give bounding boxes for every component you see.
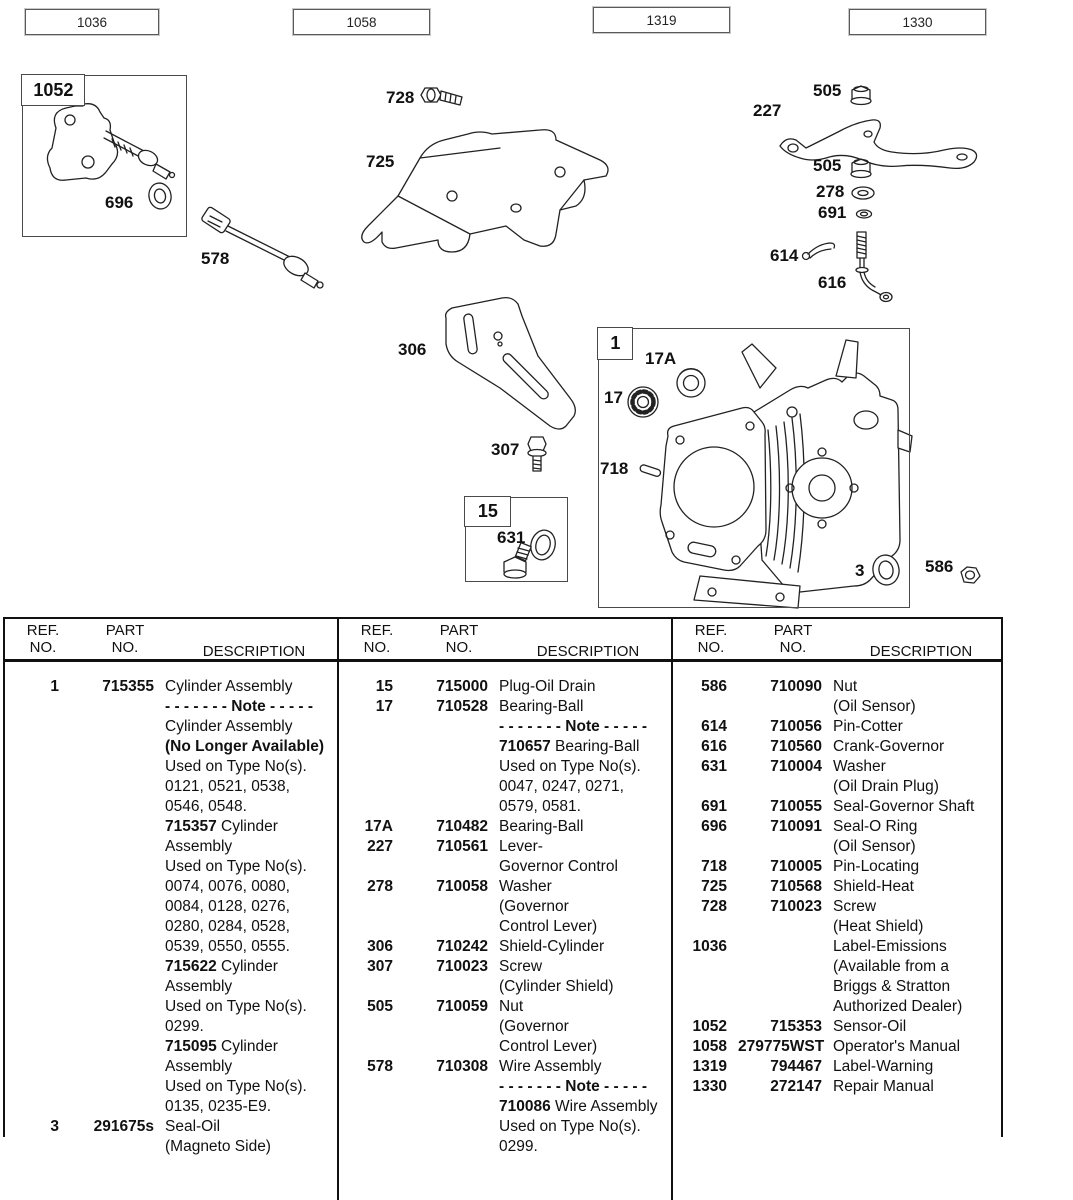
description-cell bbox=[833, 717, 997, 737]
description-line: Governor Control bbox=[499, 858, 618, 875]
description-line: Nut bbox=[833, 678, 858, 695]
ref-no-header: REF. NO. bbox=[694, 622, 728, 656]
description-line: Used on Type No(s). bbox=[165, 858, 307, 875]
ref-no-cell: 306 bbox=[367, 938, 393, 955]
description-cell bbox=[833, 1077, 997, 1097]
ref-no-cell: 631 bbox=[701, 758, 727, 775]
callout-691: 691 bbox=[818, 203, 847, 222]
ref-no-cell: 17A bbox=[364, 818, 393, 835]
table-column-separator-2 bbox=[671, 617, 673, 1200]
callout-631: 631 bbox=[497, 528, 526, 547]
ref-no-header: REF. NO. bbox=[360, 622, 394, 656]
part-no-cell: 710482 bbox=[436, 818, 488, 835]
part-no-cell: 710023 bbox=[770, 898, 822, 915]
part-no-cell: 710023 bbox=[436, 958, 488, 975]
ref-no-cell: 616 bbox=[701, 738, 727, 755]
ref-box-1330: 1330 bbox=[849, 9, 986, 35]
parts-column-1 bbox=[13, 622, 331, 1157]
part-no-cell: 710058 bbox=[436, 878, 488, 895]
description-line: (Oil Sensor) bbox=[833, 838, 916, 855]
cylinder-shield-306-art bbox=[446, 298, 576, 429]
description-line: Authorized Dealer) bbox=[833, 998, 963, 1015]
description-line: Crank-Governor bbox=[833, 738, 945, 755]
description-line: Pin-Cotter bbox=[833, 718, 903, 735]
description-line: 715095 Cylinder bbox=[165, 1038, 278, 1055]
screw-307-art bbox=[528, 437, 546, 471]
group-box-label: 1 bbox=[597, 327, 633, 360]
description-line: (Oil Sensor) bbox=[833, 698, 916, 715]
description-line: Bearing-Ball bbox=[499, 818, 584, 835]
description-line: Nut bbox=[499, 998, 524, 1015]
cotter-pin-614-art bbox=[803, 243, 835, 260]
ref-no-cell: 1319 bbox=[692, 1058, 727, 1075]
callout-306: 306 bbox=[398, 340, 427, 359]
column-header bbox=[13, 622, 331, 662]
description-cell bbox=[499, 817, 665, 837]
seal-691-art bbox=[857, 210, 872, 218]
ref-no-cell: 718 bbox=[701, 858, 727, 875]
callout-728: 728 bbox=[386, 88, 415, 107]
description-line: 0135, 0235-E9. bbox=[165, 1098, 272, 1115]
description-line: Shield-Heat bbox=[833, 878, 914, 895]
crank-governor-616-art bbox=[856, 232, 892, 302]
part-no-cell: 715355 bbox=[102, 678, 154, 695]
description-line: 0047, 0247, 0271, bbox=[499, 778, 624, 795]
ref-no-cell: 578 bbox=[367, 1058, 393, 1075]
ref-box-1058: 1058 bbox=[293, 9, 430, 35]
ref-no-cell: 696 bbox=[701, 818, 727, 835]
washer-278-art bbox=[852, 187, 874, 199]
description-cell bbox=[499, 697, 665, 817]
part-no-cell: 715000 bbox=[436, 678, 488, 695]
description-line: Bearing-Ball bbox=[499, 698, 584, 715]
description-line: Control Lever) bbox=[499, 918, 598, 935]
column-rows bbox=[347, 662, 665, 1157]
description-line: Used on Type No(s). bbox=[499, 1118, 641, 1135]
callout-3: 3 bbox=[855, 561, 865, 580]
callout-616: 616 bbox=[818, 273, 847, 292]
description-line: 0579, 0581. bbox=[499, 798, 581, 815]
ref-no-cell: 725 bbox=[701, 878, 727, 895]
column-header bbox=[681, 622, 997, 662]
part-no-cell: 710308 bbox=[436, 1058, 488, 1075]
column-rows bbox=[681, 662, 997, 1097]
callout-505: 505 bbox=[813, 81, 842, 100]
part-no-cell: 279775WST bbox=[738, 1038, 825, 1055]
callout-307: 307 bbox=[491, 440, 520, 459]
screw-728-art bbox=[421, 88, 462, 105]
description-cell bbox=[165, 677, 331, 1117]
description-line: 0299. bbox=[499, 1138, 538, 1155]
description-line: Seal-Governor Shaft bbox=[833, 798, 975, 815]
description-cell bbox=[833, 737, 997, 757]
part-no-cell: 291675s bbox=[93, 1118, 154, 1135]
description-line: Seal-O Ring bbox=[833, 818, 918, 835]
description-line: Operator's Manual bbox=[833, 1038, 961, 1055]
nut-586-art bbox=[961, 567, 980, 583]
group-box-label: 1052 bbox=[21, 74, 85, 106]
ref-no-cell: 17 bbox=[375, 698, 393, 715]
part-no-cell: 710005 bbox=[770, 858, 822, 875]
description-line: 0121, 0521, 0538, bbox=[165, 778, 290, 795]
description-cell bbox=[833, 937, 997, 1017]
parts-column-3 bbox=[681, 622, 997, 1097]
description-line: 0299. bbox=[165, 1018, 204, 1035]
ref-no-cell: 1052 bbox=[692, 1018, 727, 1035]
description-line: Used on Type No(s). bbox=[165, 998, 307, 1015]
ref-no-cell: 728 bbox=[701, 898, 727, 915]
ref-no-cell: 505 bbox=[367, 998, 393, 1015]
description-cell bbox=[499, 957, 665, 997]
part-no-cell: 710561 bbox=[436, 838, 488, 855]
description-line: Briggs & Stratton bbox=[833, 978, 951, 995]
description-line: Plug-Oil Drain bbox=[499, 678, 596, 695]
description-line: Control Lever) bbox=[499, 1038, 598, 1055]
description-cell bbox=[833, 897, 997, 937]
description-line: Wire Assembly bbox=[499, 1058, 602, 1075]
ref-no-cell: 586 bbox=[701, 678, 727, 695]
description-line: 0280, 0284, 0528, bbox=[165, 918, 290, 935]
part-no-header: PART NO. bbox=[439, 622, 479, 656]
description-header: DESCRIPTION bbox=[202, 643, 306, 660]
nut-505-lower-art bbox=[851, 159, 871, 178]
table-top-border bbox=[3, 617, 1003, 619]
description-cell bbox=[499, 677, 665, 697]
description-cell bbox=[833, 877, 997, 897]
part-no-header: PART NO. bbox=[105, 622, 145, 656]
ref-no-cell: 15 bbox=[375, 678, 393, 695]
ref-box-1319: 1319 bbox=[593, 7, 730, 33]
description-line: 715622 Cylinder bbox=[165, 958, 278, 975]
description-line: Shield-Cylinder bbox=[499, 938, 605, 955]
description-line: 0539, 0550, 0555. bbox=[165, 938, 290, 955]
description-cell bbox=[833, 1057, 997, 1077]
callout-17A: 17A bbox=[645, 349, 677, 368]
description-line: - - - - - - - Note - - - - - bbox=[499, 1078, 648, 1095]
description-cell bbox=[499, 1057, 665, 1157]
description-header: DESCRIPTION bbox=[536, 643, 640, 660]
description-cell bbox=[499, 837, 665, 877]
description-line: (No Longer Available) bbox=[165, 738, 325, 755]
description-line: Screw bbox=[499, 958, 543, 975]
callout-278: 278 bbox=[816, 182, 845, 201]
description-line: 710657 Bearing-Ball bbox=[499, 738, 640, 755]
description-line: Assembly bbox=[165, 1058, 233, 1075]
description-line: Screw bbox=[833, 898, 877, 915]
callout-586: 586 bbox=[925, 557, 954, 576]
part-no-cell: 794467 bbox=[770, 1058, 822, 1075]
part-no-cell: 710059 bbox=[436, 998, 488, 1015]
description-cell bbox=[499, 997, 665, 1057]
description-line: Repair Manual bbox=[833, 1078, 934, 1095]
governor-control-art bbox=[780, 86, 977, 302]
description-line: (Available from a bbox=[833, 958, 950, 975]
callout-725: 725 bbox=[366, 152, 395, 171]
description-cell bbox=[833, 857, 997, 877]
part-no-cell: 710242 bbox=[436, 938, 488, 955]
ref-no-cell: 1058 bbox=[692, 1038, 727, 1055]
description-line: (Cylinder Shield) bbox=[499, 978, 614, 995]
description-cell bbox=[165, 1117, 331, 1157]
description-cell bbox=[499, 877, 665, 937]
description-line: Lever- bbox=[499, 838, 543, 855]
group-box-label: 15 bbox=[464, 496, 511, 527]
wire-assembly-578-art bbox=[201, 206, 323, 288]
part-no-cell: 710560 bbox=[770, 738, 822, 755]
table-column-separator-1 bbox=[337, 617, 339, 1200]
ref-no-header: REF. NO. bbox=[26, 622, 60, 656]
description-line: Used on Type No(s). bbox=[499, 758, 641, 775]
callout-718: 718 bbox=[600, 459, 629, 478]
description-line: (Magneto Side) bbox=[165, 1138, 271, 1155]
callout-696: 696 bbox=[105, 193, 134, 212]
part-no-cell bbox=[738, 937, 822, 1017]
description-line: Used on Type No(s). bbox=[165, 758, 307, 775]
description-line: Pin-Locating bbox=[833, 858, 920, 875]
table-right-border bbox=[1001, 617, 1003, 1137]
description-cell bbox=[833, 797, 997, 817]
description-line: 0074, 0076, 0080, bbox=[165, 878, 290, 895]
callout-505: 505 bbox=[813, 156, 842, 175]
callout-17: 17 bbox=[604, 388, 623, 407]
part-no-header: PART NO. bbox=[773, 622, 813, 656]
description-header: DESCRIPTION bbox=[869, 643, 973, 660]
ref-no-cell: 1330 bbox=[692, 1078, 727, 1095]
ref-no-cell: 1036 bbox=[692, 938, 727, 955]
parts-column-2 bbox=[347, 622, 665, 1157]
ref-no-cell: 307 bbox=[367, 958, 393, 975]
description-line: Washer bbox=[499, 878, 552, 895]
callout-227: 227 bbox=[753, 101, 782, 120]
description-line: Assembly bbox=[165, 978, 233, 995]
description-cell bbox=[833, 1037, 997, 1057]
part-no-cell: 272147 bbox=[770, 1078, 822, 1095]
description-cell bbox=[499, 937, 665, 957]
description-line: (Oil Drain Plug) bbox=[833, 778, 939, 795]
description-line: (Governor bbox=[499, 898, 569, 915]
governor-lever-227-art bbox=[780, 120, 977, 168]
description-cell bbox=[833, 1017, 997, 1037]
ref-no-cell: 614 bbox=[701, 718, 727, 735]
description-line: Sensor-Oil bbox=[833, 1018, 907, 1035]
column-header bbox=[347, 622, 665, 662]
description-line: (Heat Shield) bbox=[833, 918, 924, 935]
description-cell bbox=[833, 677, 997, 717]
part-no-cell: 710055 bbox=[770, 798, 822, 815]
description-line: 0546, 0548. bbox=[165, 798, 247, 815]
ref-box-1036: 1036 bbox=[25, 9, 159, 35]
description-line: Label-Warning bbox=[833, 1058, 934, 1075]
part-no-cell: 710056 bbox=[770, 718, 822, 735]
part-no-cell: 710090 bbox=[770, 678, 822, 695]
description-line: Seal-Oil bbox=[165, 1118, 221, 1135]
nut-505-top-art bbox=[851, 86, 871, 105]
part-no-cell: 710568 bbox=[770, 878, 822, 895]
description-cell bbox=[833, 817, 997, 857]
callout-614: 614 bbox=[770, 246, 799, 265]
description-line: - - - - - - - Note - - - - - bbox=[499, 718, 648, 735]
description-cell bbox=[833, 757, 997, 797]
heat-shield-725-art bbox=[362, 130, 608, 252]
ref-no-cell: 278 bbox=[367, 878, 393, 895]
ref-no-cell: 227 bbox=[367, 838, 393, 855]
part-no-cell: 710528 bbox=[436, 698, 488, 715]
description-line: - - - - - - - Note - - - - - bbox=[165, 698, 314, 715]
ref-no-cell: 1 bbox=[50, 678, 59, 695]
part-no-cell: 710004 bbox=[770, 758, 822, 775]
description-line: Washer bbox=[833, 758, 886, 775]
description-line: Label-Emissions bbox=[833, 938, 947, 955]
ref-no-cell: 691 bbox=[701, 798, 727, 815]
description-line: 710086 Wire Assembly bbox=[499, 1098, 658, 1115]
ref-no-cell: 3 bbox=[50, 1118, 59, 1135]
part-no-cell: 710091 bbox=[770, 818, 822, 835]
description-line: 0084, 0128, 0276, bbox=[165, 898, 290, 915]
column-rows bbox=[13, 662, 331, 1157]
description-line: (Governor bbox=[499, 1018, 569, 1035]
description-line: Used on Type No(s). bbox=[165, 1078, 307, 1095]
description-line: Cylinder Assembly bbox=[165, 718, 293, 735]
callout-578: 578 bbox=[201, 249, 230, 268]
description-line: 715357 Cylinder bbox=[165, 818, 278, 835]
description-line: Assembly bbox=[165, 838, 233, 855]
part-no-cell: 715353 bbox=[770, 1018, 822, 1035]
table-left-border bbox=[3, 617, 5, 1137]
description-line: Cylinder Assembly bbox=[165, 678, 293, 695]
